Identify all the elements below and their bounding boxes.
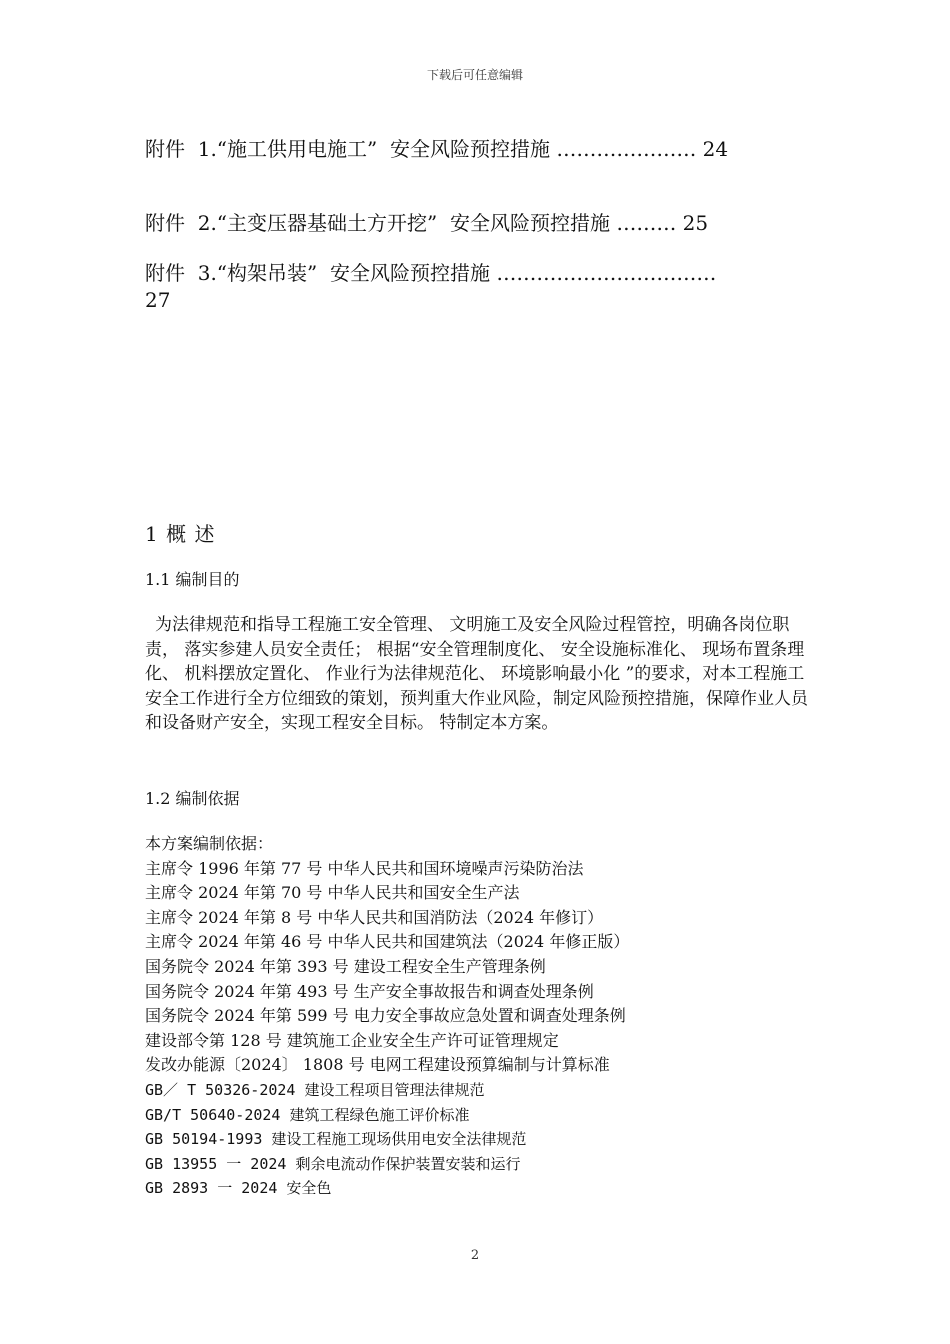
basis-item: 主席令 2024 年第 8 号 中华人民共和国消防法（2024 年修订） [145, 907, 604, 927]
page-number: 2 [470, 1248, 480, 1263]
basis-item: 发改办能源〔2024〕 1808 号 电网工程建设预算编制与计算标准 [145, 1055, 610, 1075]
toc-leader-dots: …………………………… [496, 261, 717, 285]
toc-entry-3[interactable] [145, 260, 805, 314]
basis-item: GB／ T 50326-2024 建设工程项目管理法律规范 [145, 1080, 485, 1099]
toc-entry-2[interactable] [145, 210, 708, 237]
toc-label: 附件 2.“主变压器基础土方开挖” 安全风险预控措施 [145, 211, 617, 235]
toc-page-number: 25 [676, 211, 709, 235]
basis-item: GB 13955 一 2024 剩余电流动作保护装置安装和运行 [145, 1154, 521, 1173]
toc-leader-dots: ……… [616, 211, 677, 235]
toc-label: 附件 3.“构架吊装” 安全风险预控措施 [145, 261, 497, 285]
basis-item: 国务院令 2024 年第 493 号 生产安全事故报告和调查处理条例 [145, 981, 594, 1001]
toc-label: 附件 1.“施工供用电施工” 安全风险预控措施 [145, 137, 557, 161]
toc-leader-dots: ………………… [556, 137, 697, 161]
basis-item: 主席令 2024 年第 70 号 中华人民共和国安全生产法 [145, 883, 520, 903]
basis-item: 主席令 2024 年第 46 号 中华人民共和国建筑法（2024 年修正版） [145, 932, 630, 952]
basis-item: GB/T 50640-2024 建筑工程绿色施工评价标准 [145, 1105, 470, 1124]
purpose-text: 为法律规范和指导工程施工安全管理、 文明施工及安全风险过程管控，明确各岗位职责， 落实参建人员安全责任； 根据“安全管理制度化、 安全设施标准化、 现场布置条理化、 机料摆放定置化、 作业行为法律规范化、 环境影响最小化 ”的要求，对本工程施工安全工作进行全方位细致的策划，预判重大作业风险，制定风险预控措施，保障作业人员和设备财产安全，实现工程安全目标。 特制定本方案。 [145, 615, 808, 733]
section-heading-overview: 1 概 述 [145, 522, 216, 546]
purpose-paragraph [145, 613, 810, 736]
subsection-heading-purpose: 1.1 编制目的 [145, 570, 240, 589]
basis-item: GB 50194-1993 建设工程施工现场供用电安全法律规范 [145, 1130, 527, 1149]
page-header: 下载后可任意编辑 [426, 68, 523, 82]
basis-list [145, 832, 810, 1201]
basis-item: 主席令 1996 年第 77 号 中华人民共和国环境噪声污染防治法 [145, 858, 584, 878]
basis-intro: 本方案编制依据： [145, 834, 274, 853]
basis-item: 国务院令 2024 年第 393 号 建设工程安全生产管理条例 [145, 956, 546, 976]
basis-item: GB 2893 一 2024 安全色 [145, 1179, 332, 1198]
toc-entry-1[interactable] [145, 136, 728, 163]
basis-item: 国务院令 2024 年第 599 号 电力安全事故应急处置和调查处理条例 [145, 1006, 626, 1026]
toc-page-number: 27 [145, 288, 171, 312]
subsection-heading-basis: 1.2 编制依据 [145, 789, 240, 808]
basis-item: 建设部令第 128 号 建筑施工企业安全生产许可证管理规定 [145, 1030, 559, 1050]
toc-page-number: 24 [696, 137, 729, 161]
